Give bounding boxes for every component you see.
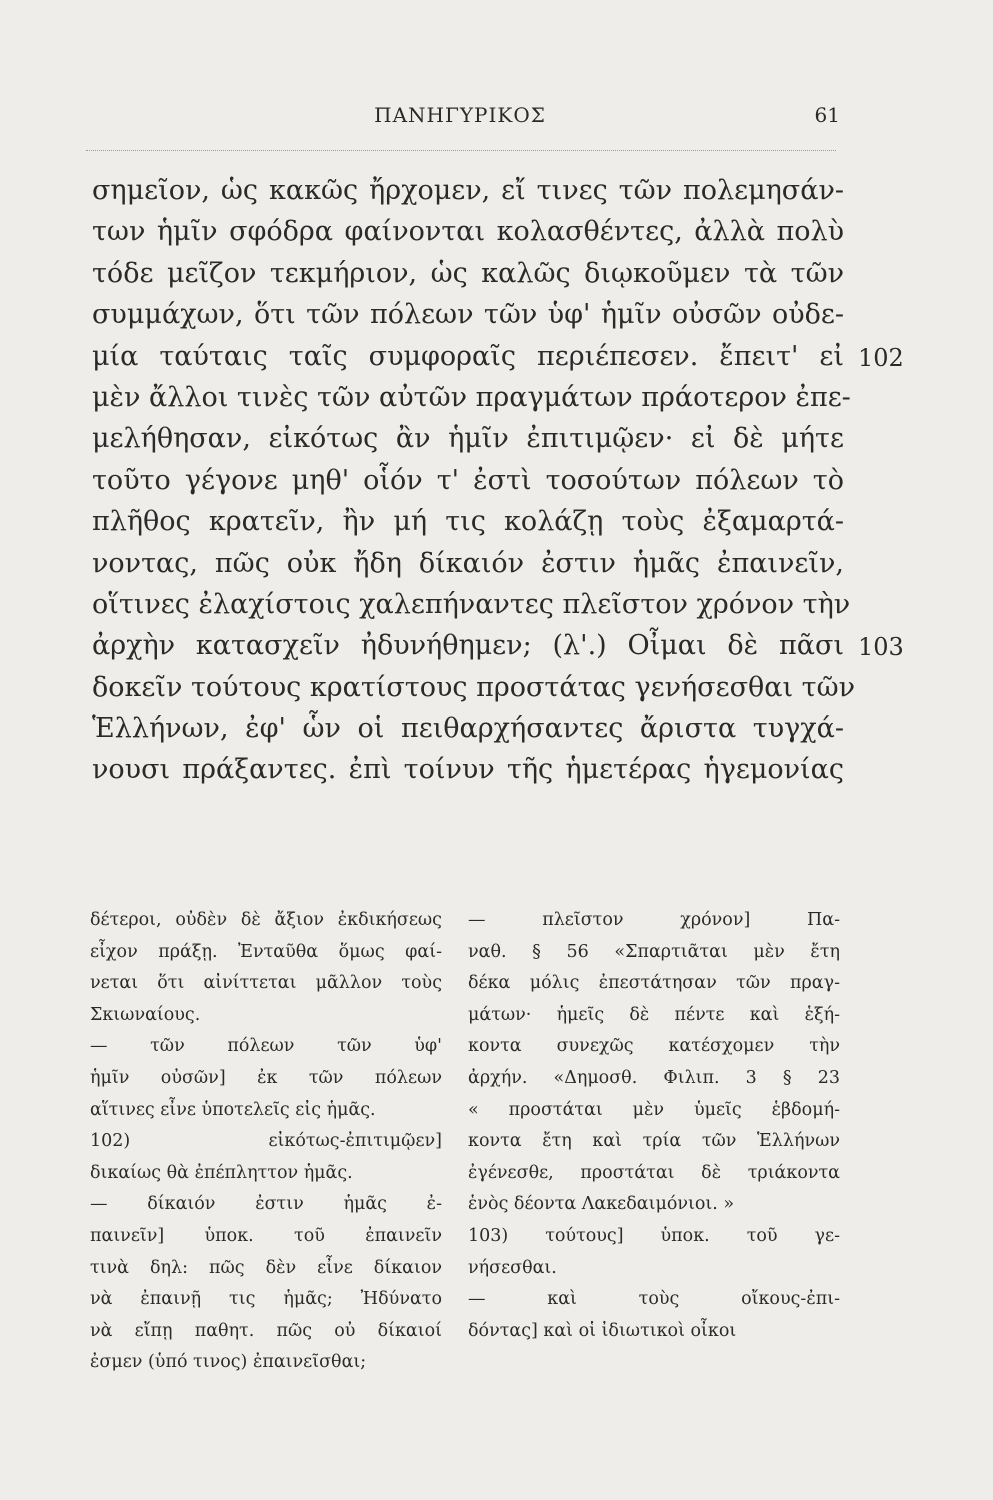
note-line: — δίκαιόν ἐστιν ἡμᾶς ἐ- (90, 1194, 442, 1215)
note-line: 102) εἰκότως-ἐπιτιμῷεν] (90, 1131, 442, 1152)
note-line: ἐγένεσθε, προστάται δὲ τριάκοντα (468, 1162, 840, 1183)
text-line: συμμάχων, ὅτι τῶν πόλεων τῶν ὑφ' ἡμῖν οὐσῶν οὐδε- (92, 299, 844, 331)
commentary-left-column (90, 905, 442, 1379)
running-title: ΠΑΝΗΓΥΡΙΚΟΣ (374, 103, 546, 127)
section-number: 103 (858, 633, 904, 662)
note-line: « προστάται μὲν ὑμεῖς ἑβδομή- (468, 1099, 840, 1120)
note-line: αἵτινες εἶνε ὑποτελεῖς εἰς ἡμᾶς. (90, 1099, 376, 1120)
text-line: των ἡμῖν σφόδρα φαίνονται κολασθέντες, ἀλλὰ πολὺ (92, 216, 844, 248)
text-line: πλῆθος κρατεῖν, ἢν μή τις κολάζῃ τοὺς ἐξαμαρτά- (92, 506, 844, 538)
note-line: ἀρχήν. «Δημοσθ. Φιλιπ. 3 § 23 (468, 1067, 840, 1088)
note-line: κοντα ἔτη καὶ τρία τῶν Ἑλλήνων (468, 1131, 840, 1152)
text-line: ἀρχὴν κατασχεῖν ἠδυνήθημεν; (λ'.) Οἶμαι δὲ πᾶσι (92, 630, 844, 662)
text-line: μία ταύταις ταῖς συμφοραῖς περιέπεσεν. ἔπειτ' εἰ (92, 340, 844, 372)
note-line: νεται ὅτι αἰνίττεται μᾶλλον τοὺς (90, 973, 442, 994)
text-line: τοῦτο γέγονε μηθ' οἷόν τ' ἐστὶ τοσούτων πόλεων τὸ (92, 464, 844, 496)
note-line: — τῶν πόλεων τῶν ὑφ' (90, 1036, 442, 1057)
text-line: δοκεῖν τούτους κρατίστους προστάτας γενήσεσθαι τῶν (92, 671, 856, 703)
note-line: ἡμῖν οὐσῶν] ἐκ τῶν πόλεων (90, 1067, 442, 1088)
note-line: Σκιωναίους. (90, 1004, 201, 1025)
note-line: ἑνὸς δέοντα Λακεδαιμόνιοι. » (468, 1194, 735, 1215)
text-line: σημεῖον, ὡς κακῶς ἤρχομεν, εἴ τινες τῶν πολεμησάν- (92, 175, 844, 206)
note-line: δέτεροι, οὐδὲν δὲ ἄξιον ἐκδικήσεως (90, 910, 442, 930)
main-text (92, 170, 856, 791)
page-number: 61 (814, 103, 840, 127)
text-line: νοντας, πῶς οὐκ ἤδη δίκαιόν ἐστιν ἡμᾶς ἐπαινεῖν, (92, 547, 844, 579)
note-line: μάτων· ἡμεῖς δὲ πέντε καὶ ἑξή- (468, 1004, 840, 1025)
note-line: κοντα συνεχῶς κατέσχομεν τὴν (468, 1036, 840, 1057)
note-line: ναθ. § 56 «Σπαρτιᾶται μὲν ἔτη (468, 941, 840, 962)
note-line: νήσεσθαι. (468, 1257, 557, 1278)
text-line: οἵτινες ἐλαχίστοις χαλεπήναντες πλεῖστον χρόνον τὴν (92, 588, 851, 620)
note-line: 103) τούτους] ὑποκ. τοῦ γε- (468, 1225, 840, 1246)
text-line: νουσι πράξαντες. ἐπὶ τοίνυν τῆς ἡμετέρας ἡγεμονίας (92, 754, 844, 786)
commentary-right-column (468, 905, 840, 1347)
note-line: δικαίως θὰ ἐπέπληττον ἡμᾶς. (90, 1162, 353, 1183)
note-line: εἶχον πράξῃ. Ἐνταῦθα ὅμως φαί- (90, 941, 442, 962)
text-line: μελήθησαν, εἰκότως ἂν ἡμῖν ἐπιτιμῷεν· εἰ δὲ μήτε (92, 423, 844, 455)
note-line: ἐσμεν (ὑπό τινος) ἐπαινεῖσθαι; (90, 1352, 367, 1373)
note-line: δέκα μόλις ἐπεστάτησαν τῶν πραγ- (468, 973, 840, 994)
note-line: — καὶ τοὺς οἴκους-ἐπι- (468, 1289, 840, 1310)
note-line: νὰ ἐπαινῇ τις ἡμᾶς; Ἠδύνατο (90, 1289, 442, 1310)
note-line: παινεῖν] ὑποκ. τοῦ ἐπαινεῖν (90, 1225, 442, 1246)
header-rule (86, 150, 836, 151)
text-line: τόδε μεῖζον τεκμήριον, ὡς καλῶς διῳκοῦμεν τὰ τῶν (92, 257, 844, 289)
note-line: τινὰ δηλ: πῶς δὲν εἶνε δίκαιον (90, 1257, 442, 1278)
section-number: 102 (858, 343, 904, 372)
text-line: μὲν ἄλλοι τινὲς τῶν αὐτῶν πραγμάτων πράοτερον ἐπε- (92, 381, 851, 413)
note-line: δόντας] καὶ οἱ ἰδιωτικοὶ οἶκοι (468, 1320, 737, 1341)
note-line: νὰ εἴπῃ παθητ. πῶς οὐ δίκαιοί (90, 1320, 442, 1341)
text-line: Ἑλλήνων, ἐφ' ὧν οἱ πειθαρχήσαντες ἄριστα τυγχά- (92, 713, 844, 745)
note-line: — πλεῖστον χρόνον] Πα- (468, 910, 840, 930)
